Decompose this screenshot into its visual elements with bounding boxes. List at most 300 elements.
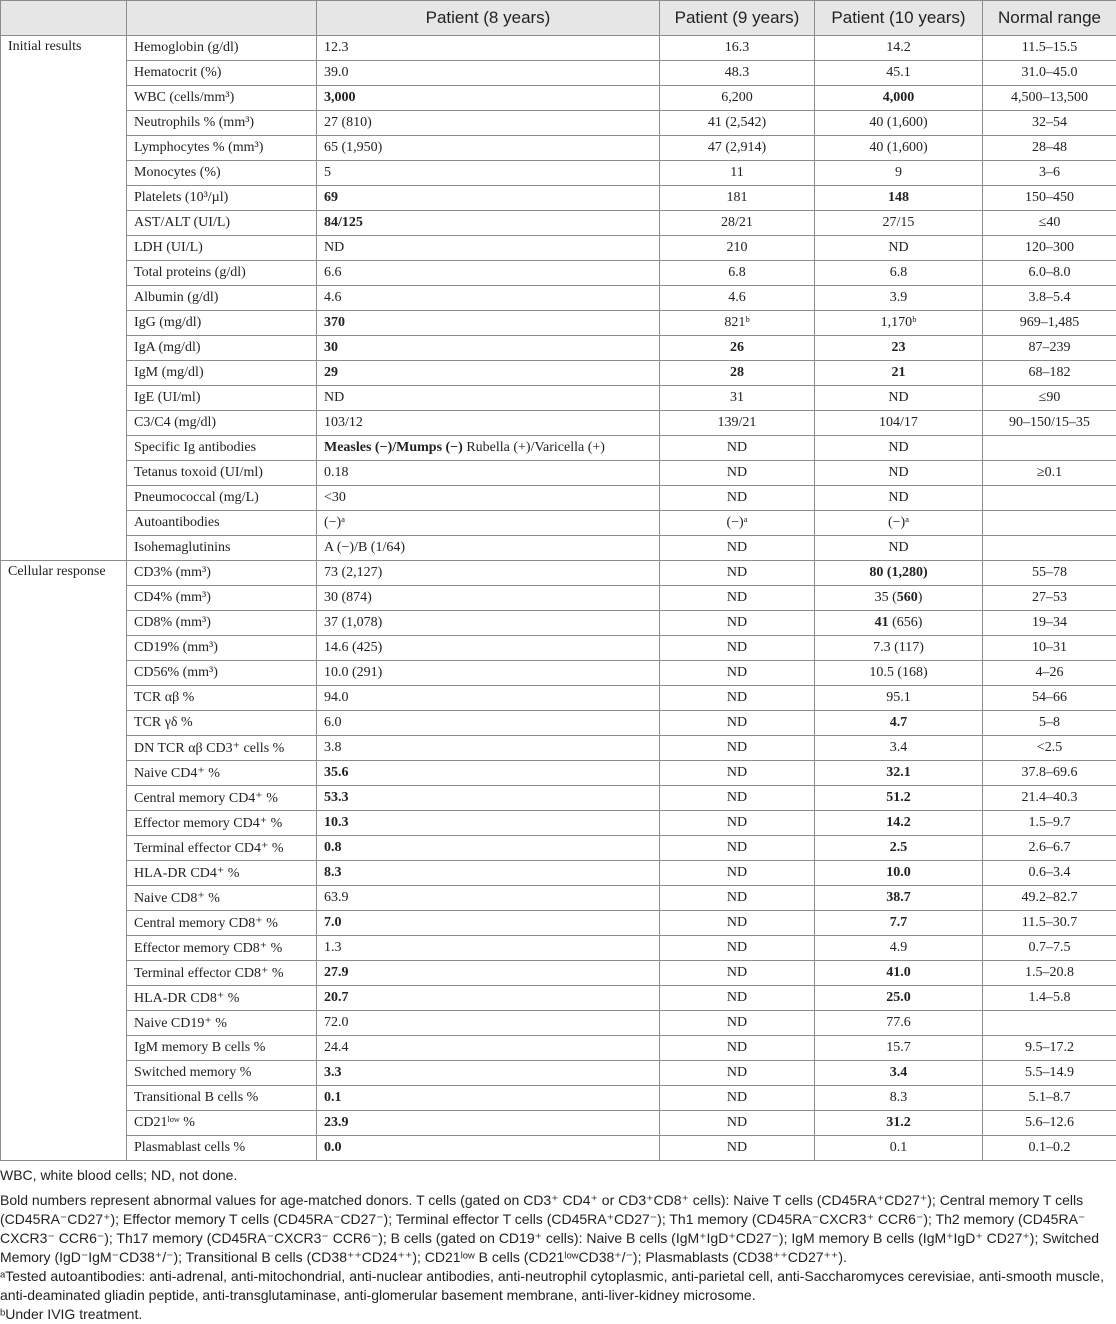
parameter-name (127, 186, 317, 211)
normal-range (983, 336, 1116, 361)
parameter-name-text: Plasmablast cells % (134, 1140, 246, 1155)
parameter-name-text: Lymphocytes % (mm³) (134, 140, 264, 155)
value-8-years (317, 761, 660, 786)
parameter-name-text: HLA-DR CD4⁺ % (134, 865, 240, 881)
normal-range-text: 87–239 (1028, 340, 1071, 355)
value-10-years-text: 25.0 (886, 990, 911, 1005)
value-8-years (317, 886, 660, 911)
value-8-years-text: 27.9 (324, 965, 349, 980)
parameter-name-text: Neutrophils % (mm³) (134, 115, 255, 130)
parameter-name (127, 561, 317, 586)
value-9-years (660, 711, 815, 736)
normal-range (983, 786, 1116, 811)
normal-range (983, 1136, 1116, 1161)
table-row (1, 136, 1116, 161)
parameter-name (127, 411, 317, 436)
normal-range-text: 120–300 (1025, 240, 1074, 255)
value-9-years-text: ND (726, 990, 748, 1005)
value-8-years (317, 111, 660, 136)
value-10-years (815, 536, 983, 561)
table-row (1, 1111, 1116, 1136)
value-8-years (317, 986, 660, 1011)
value-10-years-text: 41 (874, 615, 889, 630)
value-10-years (815, 511, 983, 536)
normal-range (983, 1061, 1116, 1086)
value-8-years-text: 1.3 (324, 940, 342, 955)
value-10-years-text: ND (888, 240, 909, 255)
value-8-years-text: A (−)/B (1/64) (324, 540, 405, 555)
value-8-years-text: 73 (2,127) (324, 565, 383, 580)
normal-range-text: 54–66 (1032, 690, 1067, 705)
value-10-years-text: 148 (888, 190, 909, 205)
value-9-years-text: ND (726, 565, 748, 580)
value-8-years-text: 6.6 (324, 265, 342, 280)
normal-range (983, 1011, 1116, 1036)
value-8-years (317, 211, 660, 236)
table-row (1, 536, 1116, 561)
value-10-years-suffix: (656) (888, 615, 923, 630)
value-8-years (317, 86, 660, 111)
table-row (1, 761, 1116, 786)
value-10-years-text: 7.3 (117) (873, 640, 924, 655)
value-8-years-text: 37 (1,078) (324, 615, 383, 630)
header-parameter-cell (127, 1, 317, 36)
parameter-name (127, 386, 317, 411)
normal-range (983, 811, 1116, 836)
value-8-years (317, 1111, 660, 1136)
parameter-name (127, 1036, 317, 1061)
table-row (1, 436, 1116, 461)
normal-range (983, 761, 1116, 786)
table-row (1, 186, 1116, 211)
value-10-years-text: 8.3 (889, 1090, 908, 1105)
table-row (1, 386, 1116, 411)
value-9-years-text: 821ᵇ (724, 315, 750, 330)
value-8-years-text: 94.0 (324, 690, 349, 705)
table-row (1, 561, 1116, 586)
table-row (1, 711, 1116, 736)
value-8-years (317, 1036, 660, 1061)
value-8-years-text: 72.0 (324, 1015, 349, 1030)
value-9-years (660, 511, 815, 536)
table-row (1, 686, 1116, 711)
parameter-name-text: IgA (mg/dl) (134, 340, 201, 355)
normal-range (983, 361, 1116, 386)
parameter-name-text: Isohemaglutinins (134, 540, 231, 555)
table-row (1, 86, 1116, 111)
parameter-name-text: IgM memory B cells % (134, 1040, 266, 1055)
normal-range (983, 311, 1116, 336)
table-row (1, 611, 1116, 636)
parameter-name (127, 661, 317, 686)
value-8-years-text: 30 (874) (324, 590, 372, 605)
value-10-years-text: ND (888, 540, 909, 555)
value-8-years-text: 30 (324, 340, 338, 355)
value-9-years (660, 286, 815, 311)
value-9-years-text: ND (726, 940, 748, 955)
table-row (1, 511, 1116, 536)
value-9-years (660, 136, 815, 161)
parameter-name-text: Transitional B cells % (134, 1090, 259, 1105)
value-8-years-text: 103/12 (324, 415, 363, 430)
parameter-name-text: Albumin (g/dl) (134, 290, 219, 305)
normal-range (983, 911, 1116, 936)
normal-range-text: 9.5–17.2 (1025, 1040, 1074, 1055)
parameter-name-text: Switched memory % (134, 1065, 252, 1080)
value-9-years-text: ND (726, 590, 748, 605)
value-10-years (815, 686, 983, 711)
value-10-years (815, 36, 983, 61)
value-10-years (815, 661, 983, 686)
normal-range-text: 0.6–3.4 (1028, 865, 1071, 880)
parameter-name (127, 86, 317, 111)
parameter-name (127, 511, 317, 536)
normal-range (983, 111, 1116, 136)
value-9-years-text: ND (726, 440, 748, 455)
value-10-years (815, 911, 983, 936)
value-8-years-text: 5 (324, 165, 331, 180)
table-header-row (1, 1, 1116, 36)
value-10-years (815, 461, 983, 486)
value-8-years-text: 14.6 (425) (324, 640, 383, 655)
value-8-years (317, 286, 660, 311)
value-8-years-text: 0.8 (324, 840, 342, 855)
parameter-name (127, 1086, 317, 1111)
value-8-years (317, 261, 660, 286)
table-row (1, 286, 1116, 311)
value-8-years (317, 136, 660, 161)
normal-range-text: 49.2–82.7 (1021, 890, 1078, 905)
value-10-years-text: 45.1 (886, 65, 911, 80)
table-row (1, 61, 1116, 86)
table-row (1, 811, 1116, 836)
value-9-years (660, 586, 815, 611)
parameter-name-text: HLA-DR CD8⁺ % (134, 990, 240, 1006)
normal-range (983, 611, 1116, 636)
value-10-years-text: 38.7 (886, 890, 911, 905)
value-10-years-text: 23 (891, 340, 906, 355)
parameter-name (127, 336, 317, 361)
value-9-years-text: ND (726, 715, 748, 730)
value-8-years-text: (−)ᵃ (324, 515, 346, 530)
parameter-name-text: WBC (cells/mm³) (134, 90, 235, 105)
parameter-name-text: Specific Ig antibodies (134, 440, 257, 455)
value-8-years-text: 35.6 (324, 765, 349, 780)
table-row (1, 111, 1116, 136)
value-10-years (815, 486, 983, 511)
value-10-years (815, 1086, 983, 1111)
value-9-years (660, 836, 815, 861)
value-8-years-text: 12.3 (324, 40, 349, 55)
value-9-years (660, 436, 815, 461)
parameter-name (127, 436, 317, 461)
value-9-years (660, 1086, 815, 1111)
footnote-bold-values: Bold numbers represent abnormal values for age-matched donors. T cells (gated on CD3⁺ CD4⁺ or CD3⁺CD8⁺ cells): Naive T cells (CD45RA⁺CD27⁺); Central memory T cells (CD45RA⁻CD27⁺); Effector memory T cells (CD45RA⁻CD27⁻); Terminal effector T cells (CD45RA⁺CD27⁻); Th1 memory (CD45RA⁻CXCR3⁺ CCR6⁻); Th2 memory (CD45RA⁻ CXCR3⁻ CCR6⁻); Th17 memory (CD45RA⁻CXCR3⁻ CCR6⁻); B cells (gated on CD19⁺ cells): Naive B cells (IgM⁺IgD⁺CD27⁻); IgM memory B cells (IgM⁺IgD⁺ CD27⁺); Switched Memory (IgD⁻IgM⁻CD38⁺/⁻); Transitional B cells (CD38⁺⁺CD24⁺⁺); CD21ˡᵒʷ B cells (CD21ˡᵒʷCD38⁺/⁻); Plasmablasts (CD38⁺⁺CD27⁺⁺). (0, 1192, 1100, 1265)
value-10-years (815, 186, 983, 211)
value-8-years (317, 736, 660, 761)
value-10-years-text: 3.4 (889, 740, 908, 755)
parameter-name (127, 236, 317, 261)
value-10-years-text: 0.1 (889, 1140, 908, 1155)
normal-range (983, 136, 1116, 161)
table-row (1, 861, 1116, 886)
value-9-years-text: ND (726, 1040, 748, 1055)
parameter-name (127, 811, 317, 836)
normal-range-text: 11.5–30.7 (1021, 915, 1078, 930)
value-9-years (660, 1061, 815, 1086)
header-patient-9-years: Patient (9 years) (660, 1, 815, 36)
value-10-years-text: 10.0 (886, 865, 911, 880)
table-row (1, 661, 1116, 686)
value-9-years-text: ND (726, 1115, 748, 1130)
table-row (1, 261, 1116, 286)
value-9-years-text: ND (726, 1015, 748, 1030)
normal-range (983, 536, 1116, 561)
value-10-years-text: 4.9 (889, 940, 908, 955)
value-8-years-text: Rubella (+)/Varicella (+) (462, 440, 605, 455)
normal-range (983, 636, 1116, 661)
group-label: Initial results (1, 36, 127, 561)
normal-range-text: 31.0–45.0 (1021, 65, 1078, 80)
table-row (1, 986, 1116, 1011)
parameter-name (127, 761, 317, 786)
normal-range-text: 0.1–0.2 (1028, 1140, 1071, 1155)
value-10-years (815, 286, 983, 311)
value-8-years-text: ND (324, 240, 345, 255)
value-9-years-text: 6.8 (728, 265, 746, 280)
value-8-years-bold-text: Measles (−)/Mumps (−) (324, 440, 463, 455)
value-8-years (317, 586, 660, 611)
parameter-name (127, 786, 317, 811)
normal-range (983, 436, 1116, 461)
header-patient-10-years: Patient (10 years) (815, 1, 983, 36)
parameter-name (127, 586, 317, 611)
normal-range-text: 150–450 (1025, 190, 1074, 205)
parameter-name (127, 61, 317, 86)
value-10-years-text: 51.2 (886, 790, 911, 805)
value-8-years (317, 811, 660, 836)
normal-range (983, 836, 1116, 861)
normal-range (983, 86, 1116, 111)
normal-range (983, 961, 1116, 986)
value-8-years-text: 0.18 (324, 465, 349, 480)
value-9-years-text: 31 (730, 390, 744, 405)
value-10-years (815, 86, 983, 111)
value-9-years-text: 28 (730, 365, 744, 380)
value-10-years-text: 1,280 (891, 565, 923, 580)
value-10-years (815, 636, 983, 661)
header-patient-8-years: Patient (8 years) (317, 1, 660, 36)
value-10-years (815, 311, 983, 336)
value-8-years-text: 53.3 (324, 790, 349, 805)
table-row (1, 1136, 1116, 1161)
parameter-name (127, 161, 317, 186)
parameter-name (127, 611, 317, 636)
value-9-years-text: ND (726, 640, 748, 655)
value-9-years (660, 536, 815, 561)
value-8-years-text: 3.8 (324, 740, 342, 755)
parameter-name (127, 986, 317, 1011)
value-9-years (660, 861, 815, 886)
value-9-years-text: ND (726, 540, 748, 555)
parameter-name (127, 1136, 317, 1161)
group-label: Cellular response (1, 561, 127, 1161)
normal-range-text: 5.1–8.7 (1028, 1090, 1071, 1105)
value-8-years (317, 436, 660, 461)
parameter-name (127, 1011, 317, 1036)
normal-range (983, 1036, 1116, 1061)
parameter-name-text: C3/C4 (mg/dl) (134, 415, 217, 430)
table-row (1, 961, 1116, 986)
parameter-name-text: Terminal effector CD8⁺ % (134, 965, 284, 981)
table-row (1, 886, 1116, 911)
table-row (1, 911, 1116, 936)
value-8-years-text: ND (324, 390, 345, 405)
value-8-years (317, 161, 660, 186)
table-body (1, 36, 1116, 1161)
normal-range (983, 861, 1116, 886)
value-8-years (317, 386, 660, 411)
value-8-years-text: 6.0 (324, 715, 342, 730)
table-row (1, 211, 1116, 236)
normal-range-text: 68–182 (1028, 365, 1071, 380)
value-8-years (317, 661, 660, 686)
parameter-name-text: Hemoglobin (g/dl) (134, 40, 239, 55)
normal-range (983, 936, 1116, 961)
parameter-name-text: Central memory CD8⁺ % (134, 915, 278, 931)
value-8-years-text: 4.6 (324, 290, 342, 305)
parameter-name (127, 211, 317, 236)
parameter-name (127, 536, 317, 561)
value-9-years (660, 86, 815, 111)
normal-range (983, 386, 1116, 411)
value-9-years (660, 1036, 815, 1061)
value-9-years-text: ND (726, 1090, 748, 1105)
value-10-years (815, 736, 983, 761)
parameter-name-text: CD21ˡᵒʷ % (134, 1115, 195, 1130)
parameter-name (127, 911, 317, 936)
value-8-years (317, 636, 660, 661)
value-10-years (815, 386, 983, 411)
normal-range (983, 586, 1116, 611)
value-10-years-text: 40 (1,600) (869, 140, 928, 155)
value-8-years (317, 686, 660, 711)
normal-range-text: 28–48 (1032, 140, 1067, 155)
value-10-years (815, 961, 983, 986)
value-8-years (317, 1086, 660, 1111)
value-8-years-text: 3.3 (324, 1065, 342, 1080)
value-10-years (815, 1061, 983, 1086)
value-10-years-prefix: 35 ( (874, 590, 897, 605)
value-9-years (660, 311, 815, 336)
normal-range-text: 37.8–69.6 (1021, 765, 1078, 780)
normal-range (983, 211, 1116, 236)
parameter-name (127, 711, 317, 736)
parameter-name-text: CD4% (mm³) (134, 590, 211, 605)
value-10-years (815, 561, 983, 586)
normal-range-text: 4,500–13,500 (1011, 90, 1088, 105)
parameter-name (127, 261, 317, 286)
value-9-years (660, 636, 815, 661)
normal-range-text: 32–54 (1032, 115, 1067, 130)
value-10-years-text: 6.8 (889, 265, 908, 280)
value-10-years-text: ND (888, 440, 909, 455)
value-10-years-text: ND (888, 390, 909, 405)
parameter-name-text: Effector memory CD4⁺ % (134, 815, 283, 831)
normal-range (983, 286, 1116, 311)
value-9-years-text: ND (726, 965, 748, 980)
value-8-years-text: 370 (324, 315, 345, 330)
value-10-years (815, 836, 983, 861)
value-10-years-text: 1,170ᵇ (880, 315, 917, 330)
table-row (1, 636, 1116, 661)
value-10-years (815, 611, 983, 636)
value-10-years (815, 111, 983, 136)
normal-range (983, 36, 1116, 61)
value-9-years (660, 886, 815, 911)
value-8-years-text: 65 (1,950) (324, 140, 383, 155)
value-9-years-text: (−)ᵃ (726, 515, 748, 530)
value-8-years-text: <30 (324, 490, 346, 505)
value-9-years-text: ND (726, 1065, 748, 1080)
normal-range-text: 27–53 (1032, 590, 1067, 605)
parameter-name-text: IgM (mg/dl) (134, 365, 204, 380)
value-8-years (317, 786, 660, 811)
value-9-years (660, 1111, 815, 1136)
header-group-cell (1, 1, 127, 36)
value-9-years (660, 911, 815, 936)
parameter-name-text: Platelets (10³/µl) (134, 190, 229, 205)
normal-range (983, 986, 1116, 1011)
value-10-years-text: ND (888, 465, 909, 480)
parameter-name-text: IgG (mg/dl) (134, 315, 202, 330)
table-row (1, 786, 1116, 811)
value-10-years-text: 14.2 (886, 40, 911, 55)
normal-range-text: 969–1,485 (1019, 315, 1080, 330)
value-10-years (815, 261, 983, 286)
normal-range-text: 10–31 (1032, 640, 1067, 655)
value-9-years-text: 139/21 (717, 415, 757, 430)
value-10-years-suffix: ) (917, 590, 923, 605)
value-10-years (815, 336, 983, 361)
table-row (1, 411, 1116, 436)
value-8-years (317, 511, 660, 536)
parameter-name-text: LDH (UI/L) (134, 240, 203, 255)
parameter-name (127, 736, 317, 761)
value-8-years-text: 23.9 (324, 1115, 349, 1130)
value-10-years-text: 2.5 (889, 840, 908, 855)
table-row (1, 586, 1116, 611)
value-9-years-text: 6,200 (721, 90, 753, 105)
normal-range-text: 21.4–40.3 (1021, 790, 1078, 805)
normal-range-text: 90–150/15–35 (1009, 415, 1090, 430)
value-8-years-text: 0.1 (324, 1090, 342, 1105)
table-row (1, 461, 1116, 486)
table-row (1, 736, 1116, 761)
normal-range-text: 5.5–14.9 (1025, 1065, 1074, 1080)
value-8-years (317, 711, 660, 736)
value-9-years-text: ND (726, 665, 748, 680)
parameter-name-text: IgE (UI/ml) (134, 390, 201, 405)
value-9-years-text: 210 (726, 240, 748, 255)
table-row (1, 1086, 1116, 1111)
normal-range-text: 0.7–7.5 (1028, 940, 1071, 955)
value-8-years (317, 1136, 660, 1161)
normal-range-text: 2.6–6.7 (1028, 840, 1071, 855)
value-9-years-text: ND (726, 890, 748, 905)
value-10-years (815, 786, 983, 811)
value-8-years-text: 0.0 (324, 1140, 342, 1155)
